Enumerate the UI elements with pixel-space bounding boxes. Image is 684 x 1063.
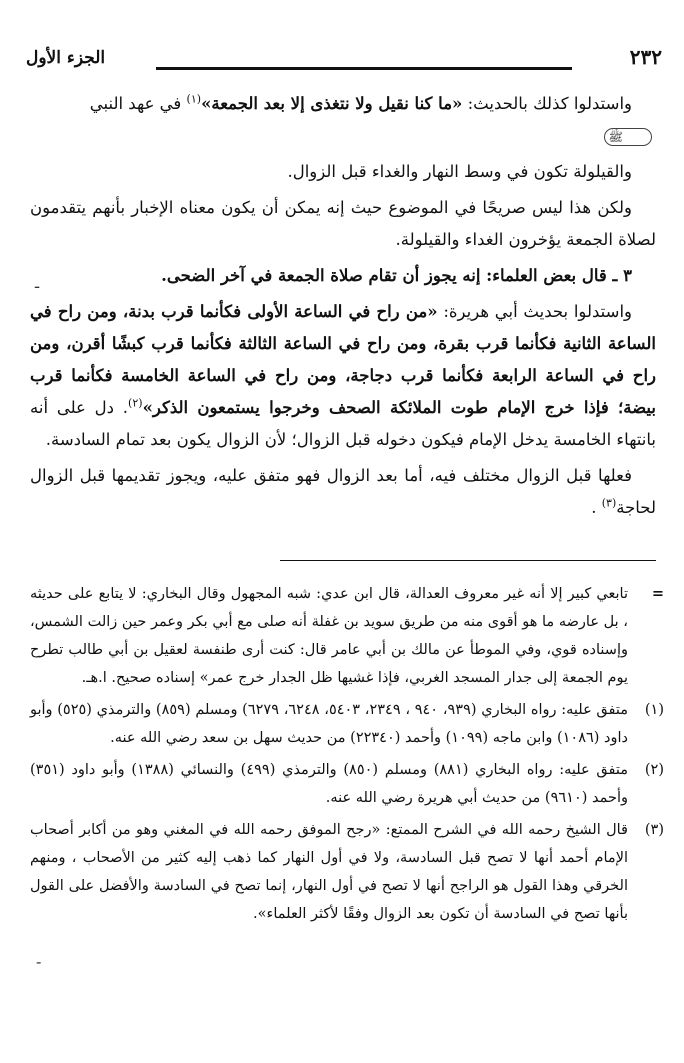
footnote-1-mark: (١) xyxy=(644,702,664,718)
footnotes xyxy=(30,580,664,932)
footnote-continuation xyxy=(30,580,664,692)
paragraph-4 xyxy=(30,260,656,292)
p4-lead: ٣ ـ قال بعض العلماء: xyxy=(480,266,632,285)
footnote-1 xyxy=(30,696,664,752)
paragraph-5 xyxy=(30,296,656,456)
footnote-1-text: متفق عليه: رواه البخاري (٩٣٩، ٩٤٠ ، ٢٣٤٩، ٥٤٠٣، ٦٢٤٨، ٦٢٧٩) ومسلم (٨٥٩) والترمذي (٥٢٥) وأبو داود (١٠٨٦) وابن ماجه (١٠٩٩) وأحمد (٢٢٣٤٠) من حديث سهل بن سعد رضي الله عنه. xyxy=(30,702,628,746)
p5-suffix: . دل على أنه بانتهاء الخامسة يدخل الإمام فيكون دخوله قبل الزوال؛ لأن الزوال يكون بعد تمام السادسة. xyxy=(30,398,656,449)
footnote-separator xyxy=(280,560,656,561)
footnote-ref-2: (٢) xyxy=(128,396,143,410)
footnote-ref-3: (٣) xyxy=(601,496,617,510)
footnote-3-text: قال الشيخ رحمه الله في الشرح الممتع: «رجح الموفق رحمه الله في المغني وهو من أكابر أصحاب الإمام أحمد أنها لا تصح قبل السادسة، ولا في أول النهار كما ذهب إليه كثير من الأصحاب ، ومنهم الخرقي وهذا القول هو الراجح أنها لا تصح في أول النهار، إنما تصح في السادسة والأفضل على القول بأنها تصح في السادسة أن تكون بعد الزوال وفقًا لأكثر العلماء». xyxy=(30,822,628,922)
p1-quote: «ما كنا نقيل ولا نتغذى إلا بعد الجمعة» xyxy=(201,94,463,113)
footnote-ref-1: (١) xyxy=(186,92,202,106)
p5-prefix: واستدلوا بحديث أبي هريرة: xyxy=(437,302,633,321)
salutation-seal: ﷺ xyxy=(604,128,653,146)
p6-text: فعلها قبل الزوال مختلف فيه، أما بعد الزوال فهو متفق عليه، ويجوز تقديمها قبل الزوال لحاجة xyxy=(30,466,656,517)
paragraph-2: والقيلولة تكون في وسط النهار والغداء قبل الزوال. xyxy=(287,162,632,181)
main-text xyxy=(30,88,656,528)
paragraph-6 xyxy=(30,460,656,524)
p6-end: . xyxy=(591,498,602,517)
margin-mark-upper: - xyxy=(34,276,41,297)
page-header xyxy=(26,40,662,76)
margin-mark-lower: - xyxy=(36,952,42,971)
page-number: ٢٣٢ xyxy=(629,45,662,69)
header-rule xyxy=(156,67,572,70)
p1-prefix: واستدلوا كذلك بالحديث: xyxy=(462,94,632,113)
footnote-3-mark: (٣) xyxy=(644,822,664,838)
continuation-mark: = xyxy=(651,585,664,602)
p4-text: إنه يجوز أن تقام صلاة الجمعة في آخر الضحى. xyxy=(161,266,481,285)
paragraph-3: ولكن هذا ليس صريحًا في الموضوع حيث إنه يمكن أن يكون معناه الإخبار بأنهم يتقدمون لصلاة الجمعة يؤخرون الغداء والقيلولة. xyxy=(30,198,656,249)
footnote-2 xyxy=(30,756,664,812)
part-title: الجزء الأول xyxy=(26,48,106,68)
p1-suffix: في عهد النبي xyxy=(89,94,187,113)
footnote-2-mark: (٢) xyxy=(644,762,664,778)
footnote-3 xyxy=(30,816,664,928)
p5-quote: «من راح في الساعة الأولى فكأنما قرب بدنة، ومن راح في الساعة الثانية فكأنما قرب بقرة، ومن راح في الساعة الثالثة فكأنما قرب كبشًا أقرن، ومن راح في الساعة الرابعة فكأنما قرب دجاجة، ومن راح في الساعة الخامسة فكأنما قرب بيضة؛ فإذا خرج الإمام طوت الملائكة الصحف وخرجوا يستمعون الذكر» xyxy=(30,302,656,417)
footnote-2-text: متفق عليه: رواه البخاري (٨٨١) ومسلم (٨٥٠) والترمذي (٤٩٩) والنسائي (١٣٨٨) وأبو داود (٣٥١) وأحمد (٩٦١٠) من حديث أبي هريرة رضي الله عنه. xyxy=(30,762,628,806)
paragraph-1 xyxy=(30,88,656,152)
continuation-text: تابعي كبير إلا أنه غير معروف العدالة، قال ابن عدي: شبه المجهول وقال البخاري: لا يتابع على حديثه ، بل عارضه ما هو أقوى منه من طريق سويد بن غفلة أنه صلى مع أبي بكر وعمر حين زالت الشمس، وإسناده قوي، وفي الموطأ عن مالك بن أبي عامر قال: كنت أرى طنفسة لعقيل بن أبي طالب تطرح يوم الجمعة إلى جدار المسجد الغربي، فإذا غشيها ظل الجدار خرج عمر» إسناده صحيح. ا.هـ. xyxy=(30,586,628,686)
